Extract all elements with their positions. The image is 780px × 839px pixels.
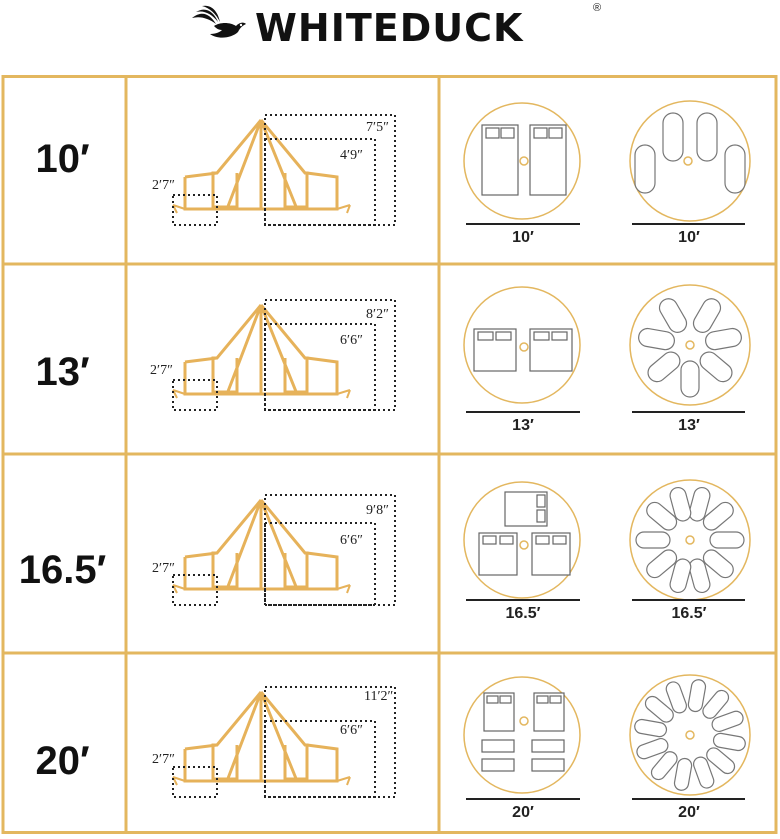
bed-layout-caption: 13′ — [512, 417, 534, 434]
table-grid — [0, 75, 780, 839]
tent-diagram-16-5 — [173, 495, 395, 605]
total-height-label: 8′2″ — [366, 307, 389, 322]
duck-logo-icon — [188, 4, 248, 46]
side-height-label: 2′7″ — [152, 561, 175, 576]
size-chart-table — [0, 75, 780, 839]
tent-diagram-13 — [173, 300, 395, 410]
wall-height-label: 6′6″ — [340, 533, 363, 548]
total-height-label: 9′8″ — [366, 503, 389, 518]
sleeping-layout-caption: 13′ — [678, 417, 700, 434]
sleeping-bag-layouts — [635, 113, 745, 193]
size-label-20: 20′ — [35, 739, 90, 783]
side-height-label: 2′7″ — [152, 752, 175, 767]
bed-layout-caption: 10′ — [512, 229, 534, 246]
bed-layout-caption: 20′ — [512, 804, 534, 821]
side-height-label: 2′7″ — [152, 178, 175, 193]
total-height-label: 11′2″ — [364, 689, 394, 704]
wall-height-label: 6′6″ — [340, 333, 363, 348]
size-label-16-5: 16.5′ — [18, 548, 107, 592]
wall-height-label: 4′9″ — [340, 148, 363, 163]
registered-mark: ® — [593, 2, 602, 14]
sleeping-layout-caption: 20′ — [678, 804, 700, 821]
brand-name: WHITEDUCK — [255, 6, 524, 50]
sleeping-layout-caption: 10′ — [678, 229, 700, 246]
size-label-10: 10′ — [35, 137, 90, 181]
wall-height-label: 6′6″ — [340, 723, 363, 738]
tent-diagram-20 — [173, 687, 395, 797]
bed-layout-caption: 16.5′ — [505, 605, 541, 622]
bed-layouts — [474, 125, 572, 771]
tent-diagram-10 — [173, 115, 395, 225]
header — [0, 0, 780, 72]
size-label-13: 13′ — [35, 350, 90, 394]
side-height-label: 2′7″ — [150, 363, 173, 378]
total-height-label: 7′5″ — [366, 120, 389, 135]
sleeping-layout-caption: 16.5′ — [671, 605, 707, 622]
